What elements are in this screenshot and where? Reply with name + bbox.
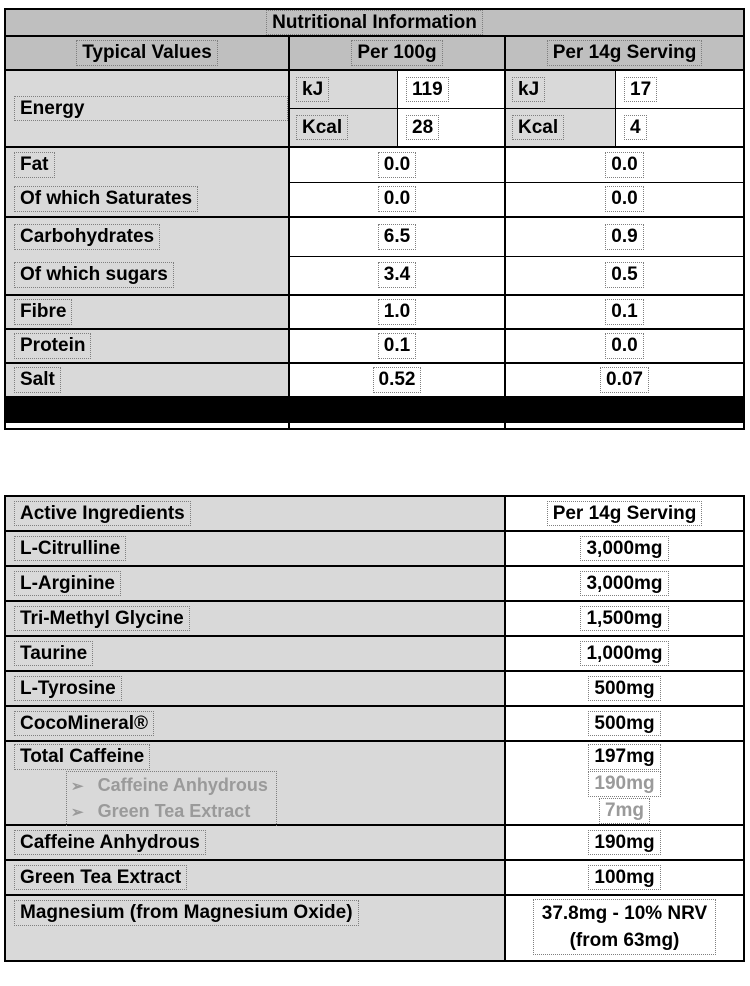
ingredient-label: L-Citrulline: [14, 536, 126, 562]
fat-per-14g-value: 0.0: [605, 152, 643, 178]
col-header-typical-values-label: Typical Values: [76, 40, 218, 66]
active-ingredients-table: [4, 495, 745, 962]
ingredient-label-cell: [6, 532, 506, 565]
row-label-of-which-sugars: Of which sugars: [14, 262, 174, 288]
row-label-salt: Salt: [14, 367, 61, 393]
nutrition-table: [4, 8, 745, 430]
arrow-bullet-icon: ➢: [71, 777, 84, 795]
ingredient-value: 500mg: [588, 676, 660, 702]
ingredient-value: 3,000mg: [580, 536, 668, 562]
fat-per-100g-column: [290, 148, 506, 216]
ingredient-value-cell: [506, 861, 743, 894]
ingredient-label-magnesium: Magnesium (from Magnesium Oxide): [14, 900, 359, 926]
ingredient-value: 500mg: [588, 711, 660, 737]
value-cell: [616, 71, 743, 108]
row-label-protein: Protein: [14, 333, 91, 359]
value-cell: [290, 296, 506, 328]
fibre-per-14g-value: 0.1: [605, 299, 643, 325]
value-cell: [616, 109, 743, 146]
col-header-per-100g-label: Per 100g: [351, 40, 442, 66]
sub-item-label: Caffeine Anhydrous: [97, 775, 268, 796]
active-ingredients-header: Active Ingredients: [14, 501, 191, 527]
magnesium-value-line-1: 37.8mg - 10% NRV: [541, 903, 708, 924]
energy-label-cell: [6, 71, 290, 146]
value-cell: [506, 296, 743, 328]
magnesium-value: [533, 899, 716, 955]
unit-cell-kcal: [290, 109, 398, 146]
unit-label-kcal: Kcal: [296, 115, 348, 141]
nutrition-table-title-row: [6, 10, 743, 37]
sugars-per-14g-value: 0.5: [605, 262, 643, 288]
value-cell: [398, 71, 504, 108]
ingredient-row-tri-methyl-glycine: [6, 602, 743, 637]
unit-label-kcal: Kcal: [512, 115, 564, 141]
protein-label-cell: [6, 330, 290, 362]
col-header-typical-values: [6, 37, 290, 69]
value-cell: [290, 257, 504, 295]
ingredient-row-green-tea-extract: [6, 861, 743, 896]
ingredient-label-cell: [6, 707, 506, 740]
carbohydrates-label-cell: [6, 218, 290, 294]
total-caffeine-value: 197mg: [588, 744, 660, 770]
row-label-of-which-saturates: Of which Saturates: [14, 186, 198, 212]
ingredient-value: 100mg: [588, 865, 660, 891]
ingredient-row-caffeine-anhydrous: [6, 826, 743, 861]
magnesium-value-cell: [506, 896, 743, 960]
energy-kj-per-100g-value: 119: [406, 77, 449, 103]
value-cell: [506, 364, 743, 396]
ingredient-row-taurine: [6, 637, 743, 672]
ingredient-value: 190mg: [588, 830, 660, 856]
energy-kcal-per-14g-value: 4: [624, 115, 647, 141]
fibre-label-cell: [6, 296, 290, 328]
nutrition-column-header-row: [6, 37, 743, 71]
salt-per-14g-value: 0.07: [600, 367, 649, 393]
magnesium-row: [6, 896, 743, 960]
energy-row-group: [6, 71, 743, 148]
energy-kj-per-14g-value: 17: [624, 77, 657, 103]
salt-label-cell: [6, 364, 290, 396]
per-14g-serving-header: Per 14g Serving: [547, 501, 703, 527]
bottom-strip-cell: [290, 423, 506, 428]
magnesium-value-line-2: (from 63mg): [569, 930, 680, 951]
ingredient-label-total-caffeine: Total Caffeine: [14, 744, 150, 770]
value-cell: [506, 148, 743, 183]
ingredient-value-cell: [506, 707, 743, 740]
energy-per-100g-column: [290, 71, 506, 146]
ingredient-row-cocomineral: [6, 707, 743, 742]
sub-item-value: 190mg: [588, 771, 660, 797]
carbohydrates-row-group: [6, 218, 743, 296]
unit-cell-kj: [290, 71, 398, 108]
row-label-carbohydrates: Carbohydrates: [14, 224, 160, 250]
energy-kj-per-100g-row: [290, 71, 504, 109]
ingredient-label-cell: [6, 826, 506, 859]
carbohydrates-per-100g-value: 6.5: [378, 224, 416, 250]
col-header-per-14g-serving-label: Per 14g Serving: [547, 40, 703, 66]
bottom-strip-cell: [506, 423, 743, 428]
value-cell: [506, 330, 743, 362]
ingredient-value-cell: [506, 672, 743, 705]
fat-per-100g-value: 0.0: [378, 152, 416, 178]
unit-label-kj: kJ: [512, 77, 545, 103]
sub-item-value: 7mg: [599, 798, 650, 824]
fibre-row: [6, 296, 743, 330]
carbohydrates-per-14g-value: 0.9: [605, 224, 643, 250]
caffeine-breakdown-box: [66, 771, 277, 828]
bottom-strip-cell: [6, 423, 290, 428]
ingredient-label-cell: [6, 637, 506, 670]
ingredients-header-row: [6, 497, 743, 532]
energy-kcal-per-100g-row: [290, 109, 504, 146]
value-cell: [290, 364, 506, 396]
ingredient-value-cell: [506, 826, 743, 859]
saturates-per-14g-value: 0.0: [605, 186, 643, 212]
energy-kcal-per-100g-value: 28: [406, 115, 439, 141]
sub-item-caffeine-anhydrous: [71, 773, 268, 799]
ingredient-label: L-Arginine: [14, 571, 121, 597]
separator-bar: [6, 398, 743, 423]
protein-per-100g-value: 0.1: [378, 333, 416, 359]
col-header-per-100g: [290, 37, 506, 69]
carbohydrates-per-100g-column: [290, 218, 506, 294]
row-label-energy: Energy: [14, 96, 288, 122]
ingredient-value: 1,500mg: [580, 606, 668, 632]
sub-item-green-tea-extract: [71, 799, 268, 825]
table-bottom-strip: [6, 423, 743, 428]
ingredient-label: Green Tea Extract: [14, 865, 187, 891]
row-label-fibre: Fibre: [14, 299, 72, 325]
ingredients-header-label-cell: [6, 497, 506, 530]
row-label-fat: Fat: [14, 152, 55, 178]
ingredient-value-cell: [506, 532, 743, 565]
unit-cell-kcal: [506, 109, 616, 146]
total-caffeine-label-cell: [6, 742, 506, 824]
fibre-per-100g-value: 1.0: [378, 299, 416, 325]
col-header-per-14g-serving: [506, 37, 743, 69]
fat-row-group: [6, 148, 743, 218]
ingredient-value-cell: [506, 637, 743, 670]
unit-label-kj: kJ: [296, 77, 329, 103]
ingredient-label-cell: [6, 567, 506, 600]
ingredient-row-l-tyrosine: [6, 672, 743, 707]
value-cell: [290, 148, 504, 183]
sub-item-label: Green Tea Extract: [97, 801, 251, 822]
unit-cell-kj: [506, 71, 616, 108]
value-cell: [506, 183, 743, 217]
ingredient-label-cell: [6, 602, 506, 635]
salt-per-100g-value: 0.52: [373, 367, 422, 393]
nutrition-table-title: Nutritional Information: [266, 10, 483, 36]
carbohydrates-per-14g-column: [506, 218, 743, 294]
ingredient-row-l-arginine: [6, 567, 743, 602]
energy-kcal-per-14g-row: [506, 109, 743, 146]
sugars-per-100g-value: 3.4: [378, 262, 416, 288]
value-cell: [506, 218, 743, 257]
ingredient-label: Caffeine Anhydrous: [14, 830, 206, 856]
protein-per-14g-value: 0.0: [605, 333, 643, 359]
ingredient-label: L-Tyrosine: [14, 676, 122, 702]
value-cell: [290, 330, 506, 362]
ingredient-label: Taurine: [14, 641, 93, 667]
ingredient-value: 3,000mg: [580, 571, 668, 597]
fat-label-cell: [6, 148, 290, 216]
energy-kj-per-14g-row: [506, 71, 743, 109]
value-cell: [290, 183, 504, 217]
saturates-per-100g-value: 0.0: [378, 186, 416, 212]
total-caffeine-row-group: [6, 742, 743, 826]
ingredients-header-value-cell: [506, 497, 743, 530]
ingredient-value-cell: [506, 602, 743, 635]
ingredient-value-cell: [506, 567, 743, 600]
value-cell: [290, 218, 504, 257]
protein-row: [6, 330, 743, 364]
energy-per-14g-column: [506, 71, 743, 146]
salt-row: [6, 364, 743, 398]
arrow-bullet-icon: ➢: [71, 803, 84, 821]
ingredient-label-cell: [6, 672, 506, 705]
ingredient-label-cell: [6, 861, 506, 894]
fat-per-14g-column: [506, 148, 743, 216]
ingredient-label: CocoMineral®: [14, 711, 154, 737]
ingredient-label: Tri-Methyl Glycine: [14, 606, 190, 632]
ingredient-row-l-citrulline: [6, 532, 743, 567]
value-cell: [398, 109, 504, 146]
ingredient-value: 1,000mg: [580, 641, 668, 667]
total-caffeine-value-cell: [506, 742, 743, 824]
magnesium-label-cell: [6, 896, 506, 960]
value-cell: [506, 257, 743, 295]
